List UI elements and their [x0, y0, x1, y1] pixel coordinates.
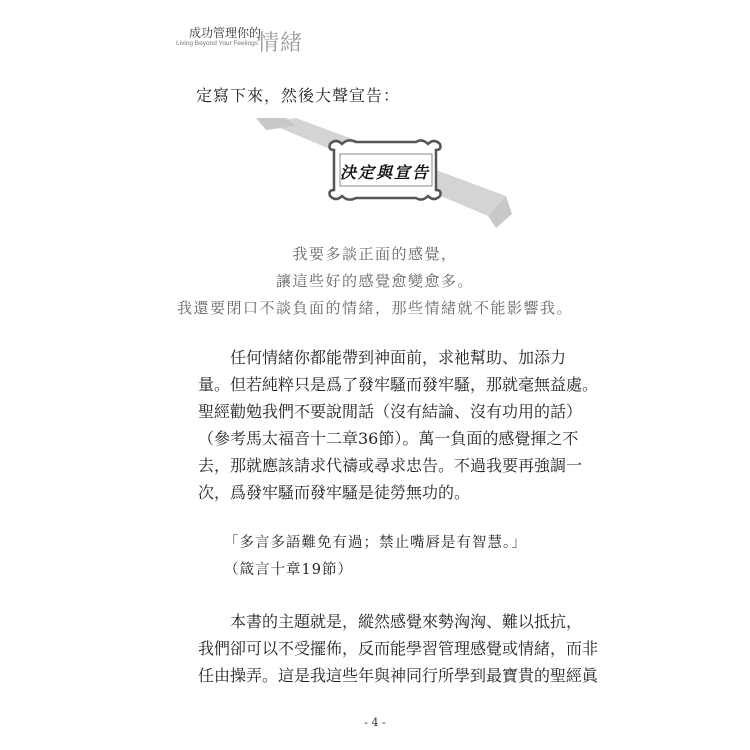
paragraph-line: 量。但若純粹只是爲了發牢騷而發牢騷，那就毫無益處。 [198, 375, 599, 394]
paragraph-line: （參考馬太福音十二章36節）。萬一負面的感覺揮之不 [198, 429, 579, 448]
declaration-block [0, 241, 750, 322]
header-title-small: 成功管理你的 [189, 26, 262, 40]
paragraph-line: 次，爲發牢騷而發牢騷是徒勞無功的。 [198, 483, 471, 502]
paragraph-line: 聖經勸勉我們不要說閒話（沒有結論、沒有功用的話） [198, 402, 583, 421]
paragraph-emotions [198, 344, 599, 506]
declaration-line: 我還要閉口不談負面的情緒，那些情緒就不能影響我。 [176, 299, 573, 317]
quote-text: 「多言多語難免有過；禁止嘴唇是有智慧。」 [224, 535, 527, 551]
page-number: - 4 - [364, 716, 386, 729]
quote-reference: （箴言十章19節） [224, 562, 353, 578]
intro-sentence: 定寫下來，然後大聲宣告： [196, 86, 401, 105]
paragraph-line: 任由操弄。這是我這些年與神同行所學到最寶貴的聖經眞 [198, 666, 599, 685]
header-title-english: Living Beyond Your Feelings [176, 40, 259, 47]
header-title-big: 情緒 [257, 31, 304, 56]
paragraph-theme [198, 608, 599, 689]
paragraph-line: 去，那就應該請求代禱或尋求忠告。不過我要再強調一 [198, 456, 583, 475]
banner-title: 決定與宣告 [339, 163, 430, 182]
paragraph-line: 本書的主題就是，縱然感覺來勢洶洶、難以抵抗， [198, 612, 583, 631]
declaration-line: 讓這些好的感覺愈變愈多。 [275, 272, 474, 290]
paragraph-line: 任何情緒你都能帶到神面前，求祂幫助、加添力 [198, 348, 567, 367]
scripture-quote [224, 530, 527, 584]
declaration-line: 我要多談正面的感覺， [292, 245, 458, 263]
paragraph-line: 我們卻可以不受擺佈，反而能學習管理感覺或情緒，而非 [198, 639, 599, 658]
